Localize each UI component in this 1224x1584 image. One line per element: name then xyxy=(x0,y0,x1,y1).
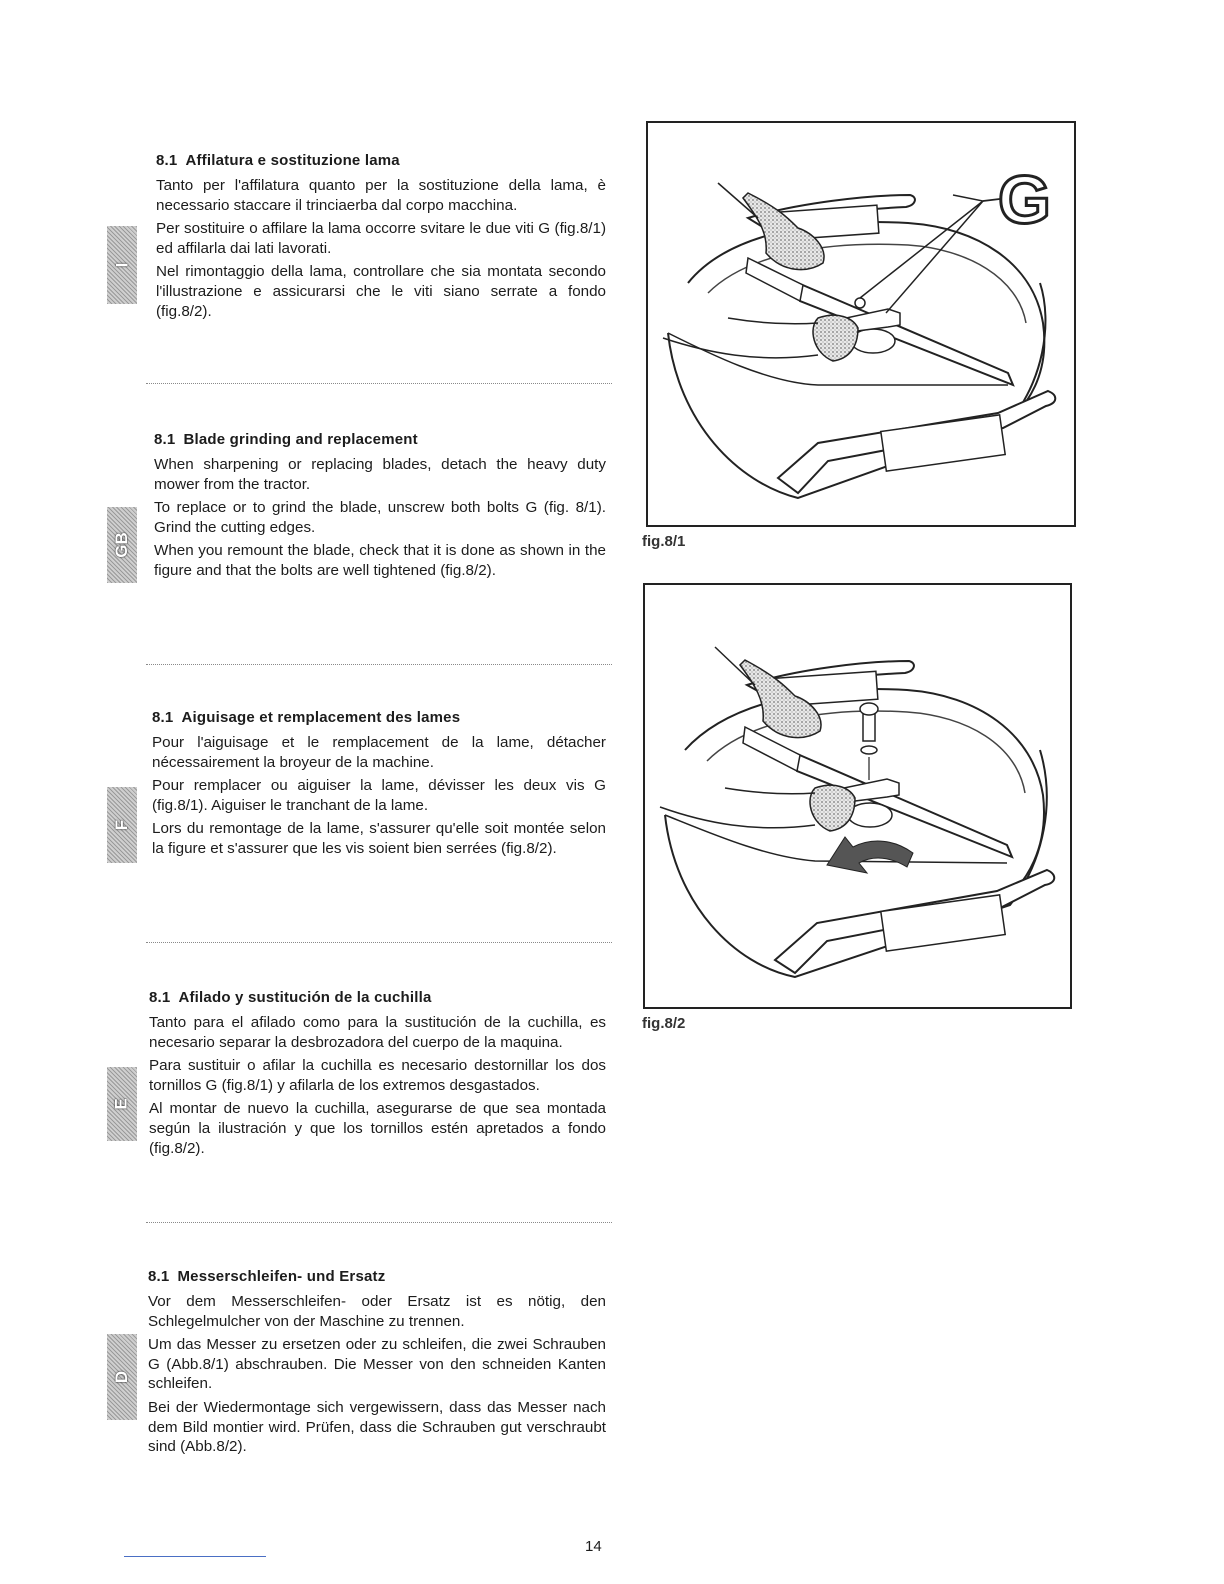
paragraph: To replace or to grind the blade, unscrew both bolts G (fig. 8/1). Grind the cutting edges. xyxy=(154,499,606,536)
callout-label-g: G xyxy=(998,162,1051,238)
paragraph: Pour l'aiguisage et le remplacement de la lame, détacher nécessairement la broyeur de la machine. xyxy=(152,734,606,771)
blade-mounting-illustration xyxy=(645,585,1070,1007)
section-number: 8.1 xyxy=(152,709,174,726)
paragraph: Al montar de nuevo la cuchilla, asegurarse de que sea montada según la ilustración y que los tornillos estén apretados a fondo (fig.8/2). xyxy=(149,1100,606,1157)
rotation-arrow-icon xyxy=(827,837,913,873)
language-tab-german xyxy=(107,1334,137,1420)
paragraph: When sharpening or replacing blades, detach the heavy duty mower from the tractor. xyxy=(154,456,606,493)
figure-caption: fig.8/2 xyxy=(642,1015,686,1032)
paragraph: Lors du remontage de la lame, s'assurer qu'elle soit montée selon la figure et s'assurer que les vis soient bien serrées (fig.8/2). xyxy=(152,820,606,857)
paragraph: Tanto para el afilado como para la sustitución de la cuchilla, es necesario separar la desbrozadora del cuerpo de la maquina. xyxy=(149,1014,606,1051)
language-tab-label: GB xyxy=(112,532,131,558)
footer-rule xyxy=(124,1556,266,1557)
section-title: Blade grinding and replacement xyxy=(183,431,418,448)
section-divider xyxy=(146,1222,612,1223)
paragraph: When you remount the blade, check that it is done as shown in the figure and that the bolts are well tightened (fig.8/2). xyxy=(154,542,606,579)
blade-removal-illustration xyxy=(648,123,1074,525)
paragraph: Pour remplacer ou aiguiser la lame, dévisser les deux vis G (fig.8/1). Aiguiser le tranchant de la lame. xyxy=(152,777,606,814)
section-number: 8.1 xyxy=(154,431,176,448)
section-divider xyxy=(146,664,612,665)
section-italian xyxy=(111,152,606,325)
language-tab-label: D xyxy=(112,1370,131,1384)
language-tab-label: I xyxy=(111,262,131,268)
language-tab-italian xyxy=(107,226,137,304)
section-divider xyxy=(146,383,612,384)
section-title: Aiguisage et remplacement des lames xyxy=(181,709,461,726)
paragraph: Tanto per l'affilatura quanto per la sostituzione della lama, è necessario staccare il trinciaerba dal corpo macchina. xyxy=(156,177,606,214)
section-title: Messerschleifen- und Ersatz xyxy=(177,1268,386,1285)
section-english xyxy=(112,431,606,585)
section-divider xyxy=(146,942,612,943)
paragraph: Bei der Wiedermontage sich vergewissern, dass das Messer nach dem Bild montier wird. Prüfen, dass die Schrauben gut verschraubt sind (Abb.8/2). xyxy=(148,1398,606,1456)
page-number: 14 xyxy=(585,1538,602,1555)
section-title: Afilado y sustitución de la cuchilla xyxy=(178,989,432,1006)
section-title: Affilatura e sostituzione lama xyxy=(185,152,400,169)
language-tab-label: F xyxy=(111,819,131,831)
paragraph: Per sostituire o affilare la lama occorre svitare le due viti G (fig.8/1) ed affilarla dai lati lavorati. xyxy=(156,220,606,257)
language-tab-label: E xyxy=(112,1098,131,1110)
section-spanish xyxy=(112,989,606,1162)
section-heading xyxy=(144,709,606,726)
section-heading xyxy=(144,431,606,448)
figure-caption: fig.8/1 xyxy=(642,533,686,550)
section-german xyxy=(112,1268,606,1461)
section-number: 8.1 xyxy=(149,989,171,1006)
language-tab-english xyxy=(107,507,137,583)
paragraph: Para sustituir o afilar la cuchilla es necesario destornillar los dos tornillos G (fig.8/1) y afilarla de los extremos desgastados. xyxy=(149,1057,606,1094)
paragraph: Um das Messer zu ersetzen oder zu schleifen, die zwei Schrauben G (Abb.8/1) abschrauben. Die Messer von den schneiden Kanten schleifen. xyxy=(148,1336,606,1393)
section-heading xyxy=(144,152,606,169)
language-tab-spanish xyxy=(107,1067,137,1141)
section-number: 8.1 xyxy=(148,1268,170,1285)
figure-8-1 xyxy=(646,121,1076,527)
paragraph: Vor dem Messerschleifen- oder Ersatz ist es nötig, den Schlegelmulcher von der Maschine zu trennen. xyxy=(148,1293,606,1330)
figure-8-2 xyxy=(643,583,1072,1009)
section-heading xyxy=(144,1268,606,1285)
language-tab-french xyxy=(107,787,137,863)
section-number: 8.1 xyxy=(156,152,178,169)
section-french xyxy=(111,709,606,863)
paragraph: Nel rimontaggio della lama, controllare che sia montata secondo l'illustrazione e assicurarsi che le viti siano serrate a fondo (fig.8/2). xyxy=(156,263,606,320)
section-heading xyxy=(144,989,606,1006)
